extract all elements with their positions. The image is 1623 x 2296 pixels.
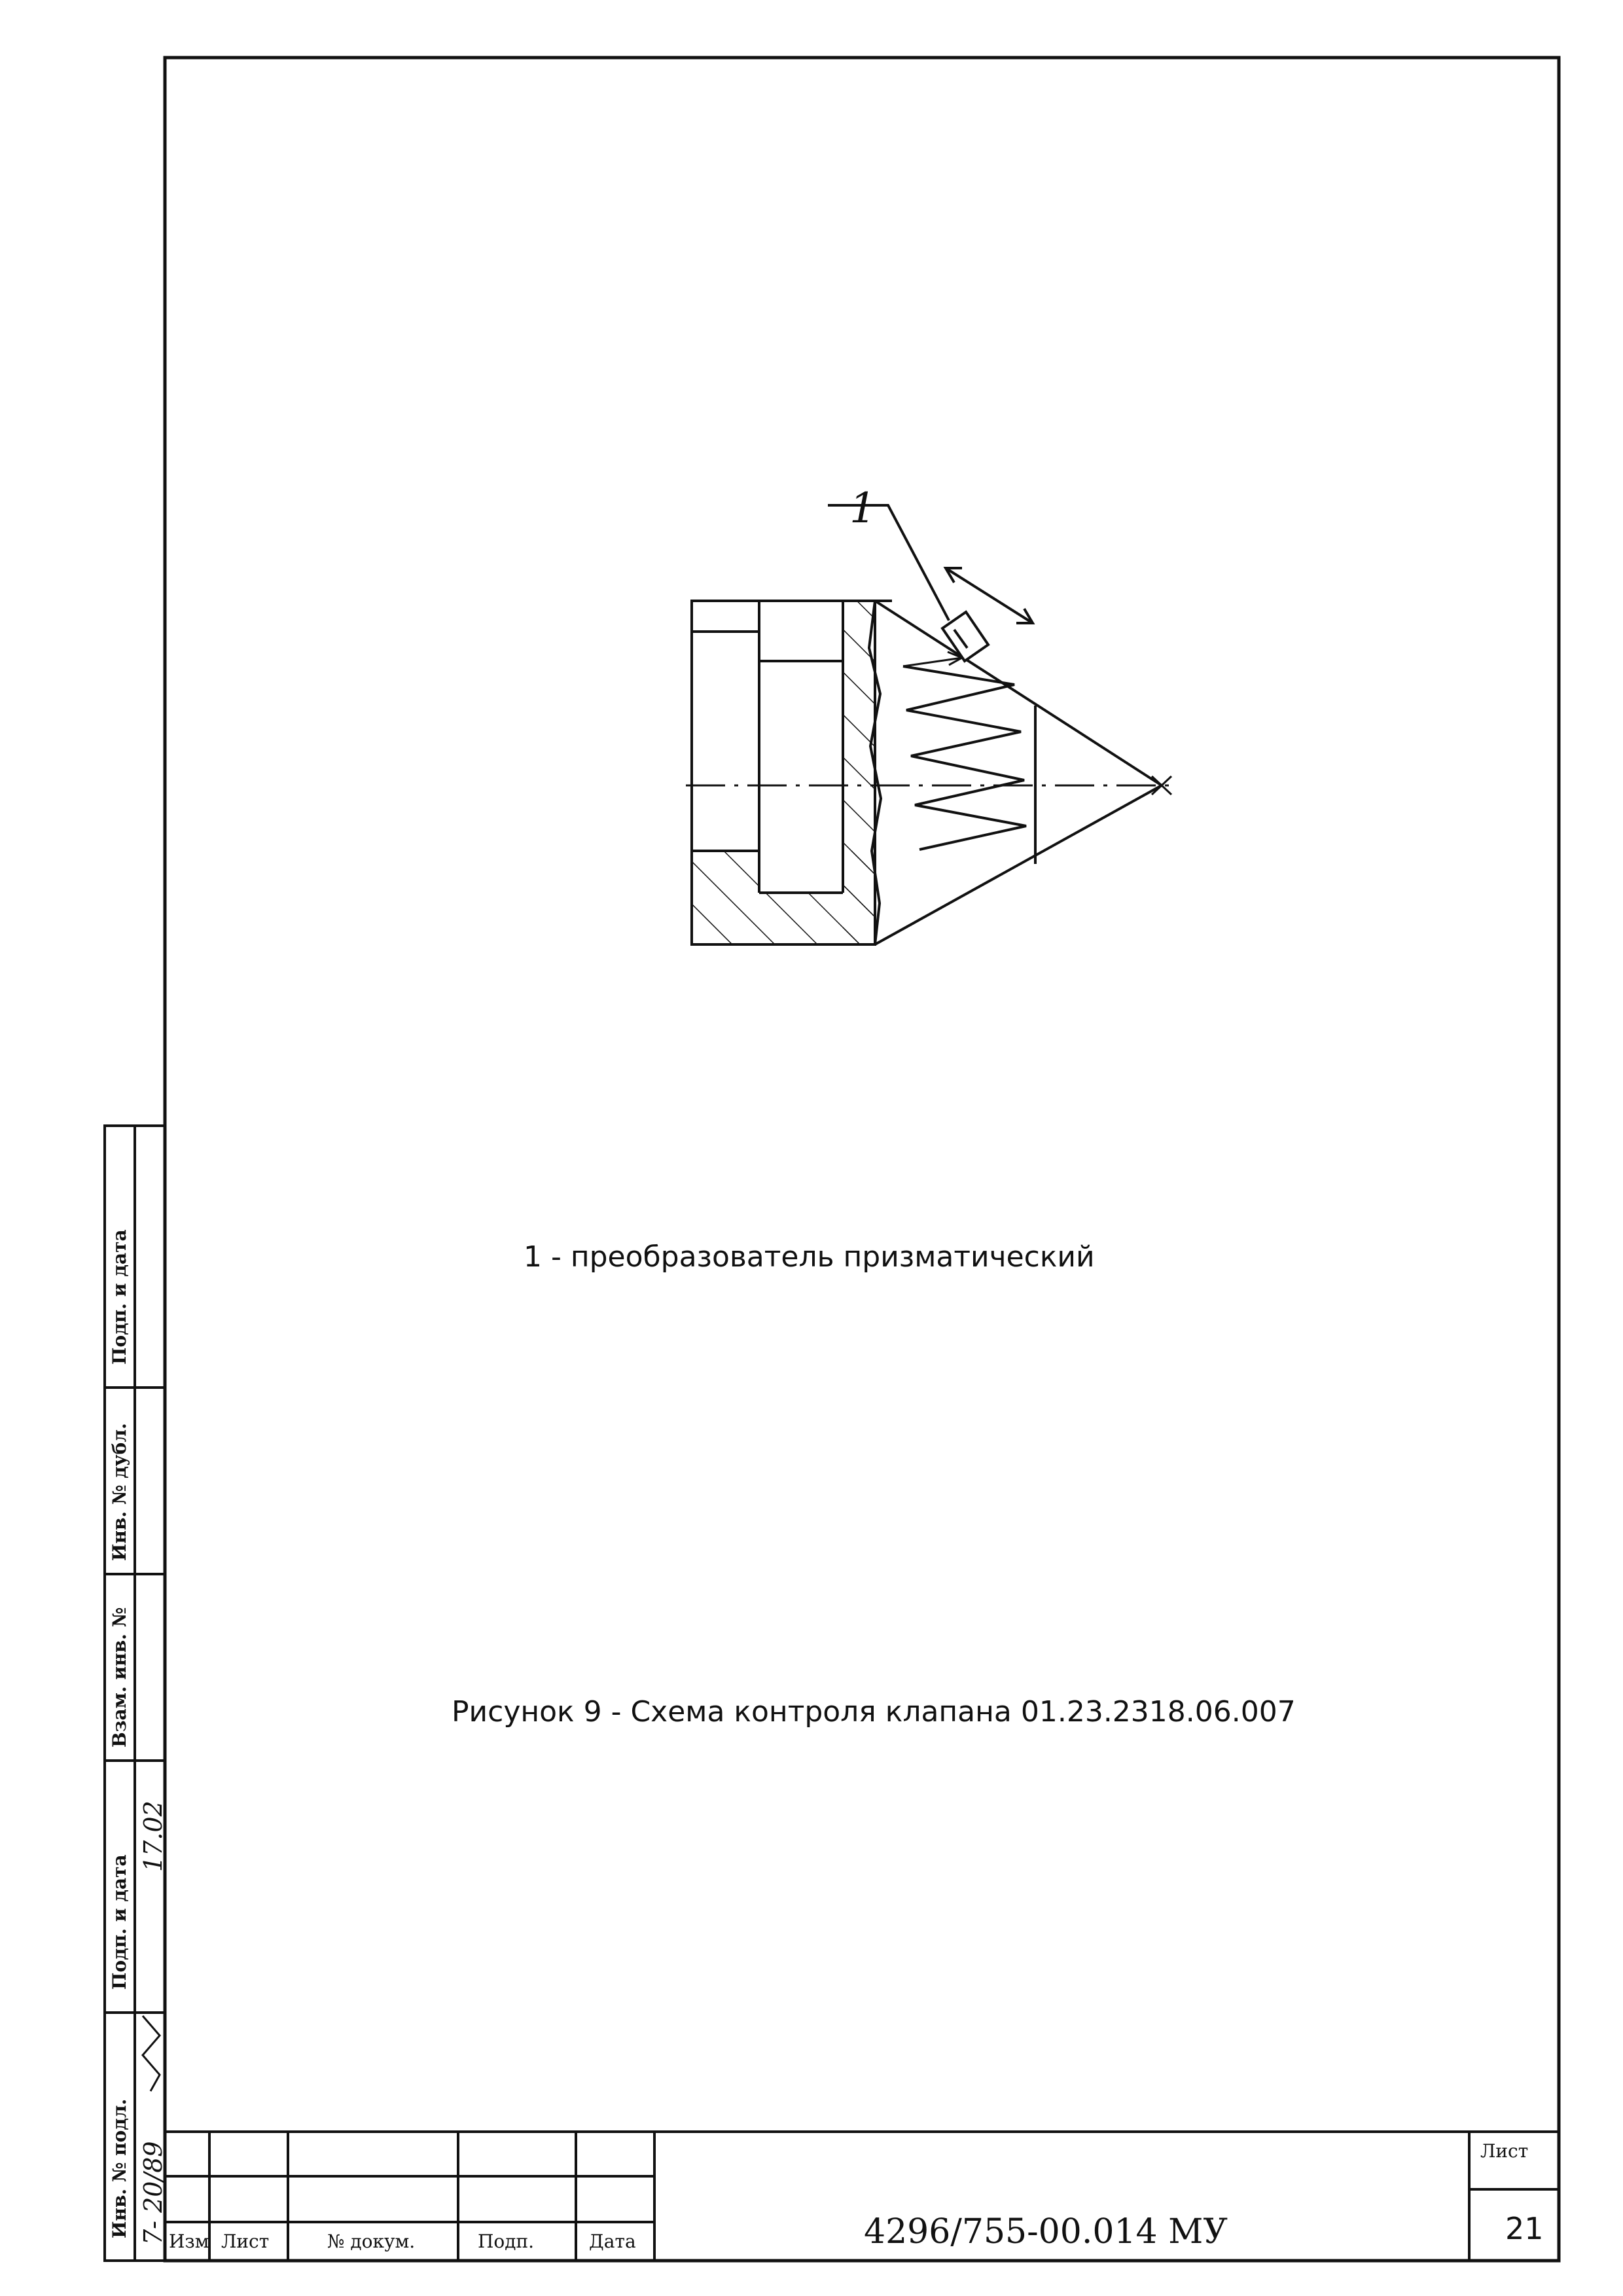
header-list: Лист bbox=[221, 2231, 270, 2252]
side-label-vzam-inv: Взам. инв. № bbox=[109, 1607, 130, 1748]
sheet-number: 21 bbox=[1505, 2211, 1544, 2246]
valve-diagram bbox=[686, 505, 1178, 944]
header-doc-number: № докум. bbox=[327, 2231, 416, 2252]
header-izm: Изм bbox=[169, 2231, 209, 2252]
side-label-inv-podl: Инв. № подл. bbox=[109, 2098, 130, 2238]
side-label-podp-data-1: Подп. и дата bbox=[109, 1854, 130, 1990]
side-value-inventory: 7- 20/89 bbox=[139, 2141, 168, 2245]
side-label-podp-data-2: Подп. и дата bbox=[109, 1229, 130, 1365]
side-label-inv-dubl: Инв. № дубл. bbox=[109, 1423, 130, 1561]
side-value-date: 17.02 bbox=[139, 1801, 168, 1872]
signature-mark bbox=[137, 2009, 165, 2094]
sheet-label: Лист bbox=[1480, 2140, 1529, 2162]
leader-number: 1 bbox=[849, 484, 876, 533]
ultrasonic-beam-zigzag bbox=[903, 666, 1026, 850]
document-code: 4296/755-00.014 МУ bbox=[864, 2212, 1228, 2251]
figure-legend: 1 - преобразователь призматический bbox=[524, 1240, 1095, 1274]
header-signature: Подп. bbox=[478, 2231, 535, 2252]
figure-caption: Рисунок 9 - Схема контроля клапана 01.23.2318.06.007 bbox=[452, 1695, 1296, 1729]
sheet-frame bbox=[165, 58, 1559, 2261]
movement-arrow-icon bbox=[946, 568, 1033, 623]
header-date: Дата bbox=[589, 2231, 636, 2252]
